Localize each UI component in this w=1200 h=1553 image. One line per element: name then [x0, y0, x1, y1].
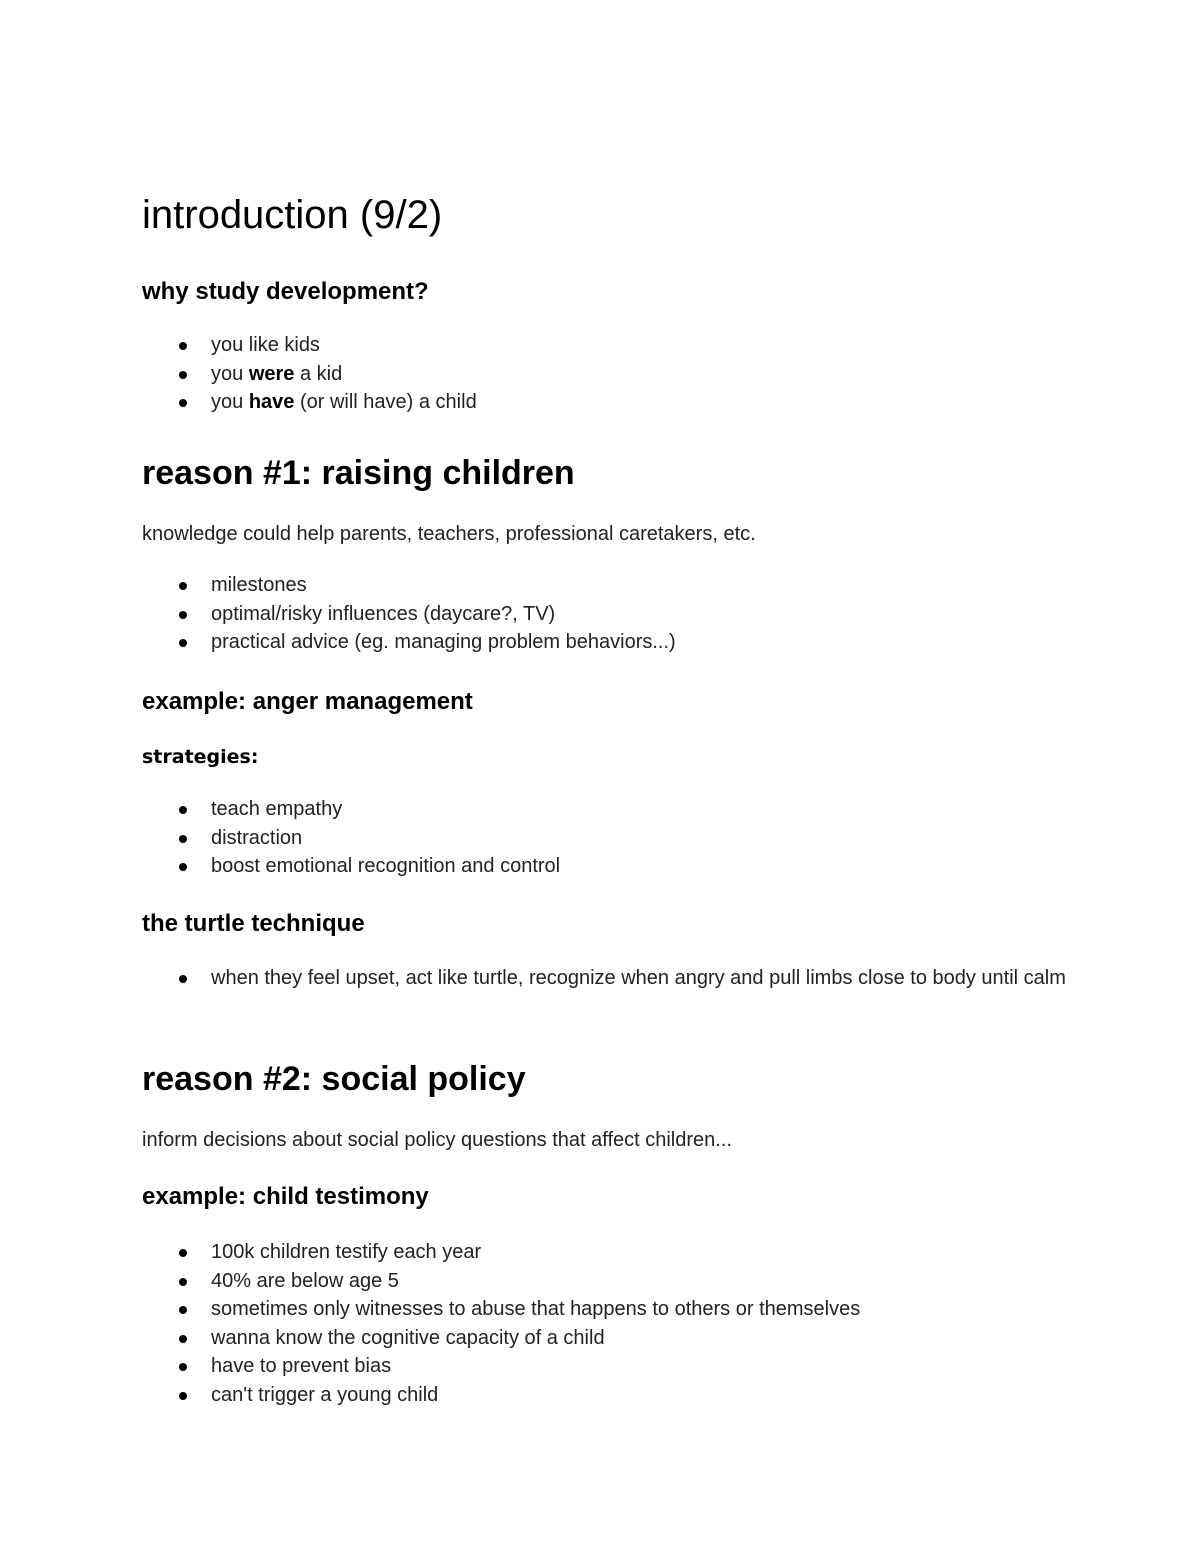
list-item: milestones [142, 571, 676, 600]
section-heading-reason-1: reason #1: raising children [142, 454, 575, 492]
list-item: you have (or will have) a child [142, 388, 477, 417]
list-item: practical advice (eg. managing problem behaviors...) [142, 628, 676, 657]
list-item: sometimes only witnesses to abuse that happens to others or themselves [142, 1295, 860, 1324]
why-list [142, 331, 477, 417]
list-item: optimal/risky influences (daycare?, TV) [142, 600, 676, 629]
strategies-label: strategies: [142, 746, 259, 768]
list-item: distraction [142, 824, 560, 853]
list-item: boost emotional recognition and control [142, 852, 560, 881]
list-item: wanna know the cognitive capacity of a child [142, 1324, 860, 1353]
list-item: 100k children testify each year [142, 1238, 860, 1267]
reason-1-intro: knowledge could help parents, teachers, professional caretakers, etc. [142, 523, 756, 545]
list-item: have to prevent bias [142, 1352, 860, 1381]
list-item: you like kids [142, 331, 477, 360]
example-heading-testimony: example: child testimony [142, 1183, 429, 1210]
turtle-list [142, 964, 1071, 993]
list-item: teach empathy [142, 795, 560, 824]
list-item: can't trigger a young child [142, 1381, 860, 1410]
section-heading-reason-2: reason #2: social policy [142, 1060, 526, 1098]
section-heading-why-study: why study development? [142, 278, 429, 305]
strategies-list [142, 795, 560, 881]
reason-2-intro: inform decisions about social policy questions that affect children... [142, 1129, 732, 1151]
list-item: 40% are below age 5 [142, 1267, 860, 1296]
list-item: when they feel upset, act like turtle, recognize when angry and pull limbs close to body until calm [142, 964, 1071, 993]
turtle-heading: the turtle technique [142, 910, 365, 937]
list-item: you were a kid [142, 360, 477, 389]
reason-1-list [142, 571, 676, 657]
example-heading-anger: example: anger management [142, 688, 473, 715]
testimony-list [142, 1238, 860, 1409]
page-title: introduction (9/2) [142, 193, 443, 237]
